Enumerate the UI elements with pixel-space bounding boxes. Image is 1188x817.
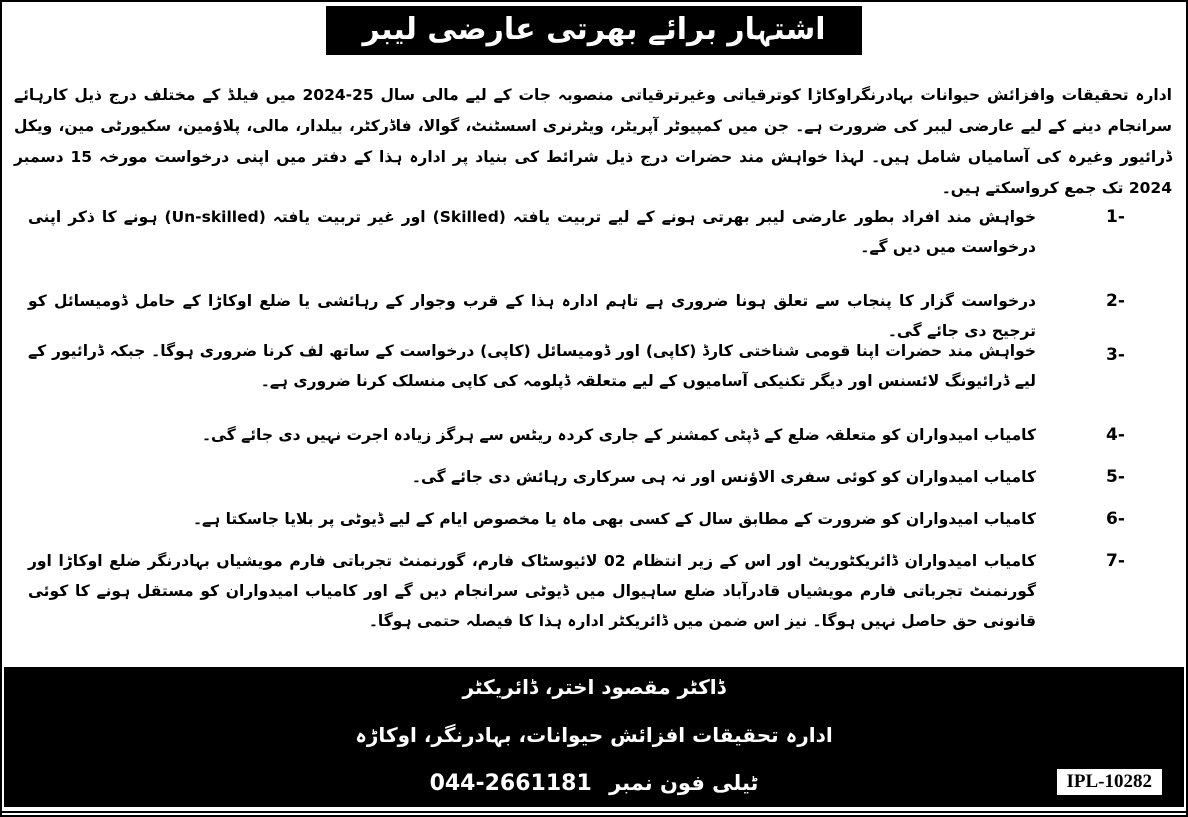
condition-number: 5- <box>1106 467 1125 487</box>
condition-text: خواہش مند حضرات اپنا قومی شناختی کارڈ (کاپی) اور ڈومیسائل (کاپی) درخواست کے ساتھ لف کرنا ضروری ہوگا۔ جبکہ ڈرائیور کے لیے ڈرائیونگ لائسنس اور دیگر تکنیکی آسامیوں کے لیے متعلقہ ڈپلومہ کی کاپی منسلک کرنا ضروری ہے۔ <box>28 342 1036 390</box>
condition-item-5 <box>2 462 1186 504</box>
phone-number: 044-2661181 <box>429 771 592 796</box>
condition-text: کامیاب امیدواران ڈائریکٹوریٹ اور اس کے زیر انتظام 02 لائیوسٹاک فارم، گورنمنٹ تجرباتی فارم مویشیاں بہادرنگر ضلع اوکاڑا اور گورنمنٹ تجرباتی فارم مویشیاں قادرآباد ضلع ساہیوال میں ڈیوٹی سرانجام دیں گے اور کامیاب امیدواران کو مستقل ہونے کا کوئی قانونی حق حاصل نہیں ہوگا۔ نیز اس ضمن میں ڈائریکٹر ادارہ ہذا کا فیصلہ حتمی ہوگا۔ <box>28 552 1036 630</box>
intro-paragraph: ادارہ تحقیقات وافزائش حیوانات بہادرنگراوکاڑا کوترقیاتی وغیرترقیاتی منصوبہ جات کے لیے مالی سال 25-2024 میں فیلڈ کے مختلف درج ذیل کارہائے سرانجام دینے کے لیے عارضی لیبر کی ضرورت ہے۔ جن میں کمپیوٹر آپریٹر، ویٹرنری اسسٹنٹ، گوالا، فاڈرکٹر، بیلدار، مالی، پلاؤمین، سکیورٹی مین، ویکل ڈرائیور وغیرہ کی آسامیاں شامل ہیں۔ لہذا خواہش مند حضرات درج ذیل شرائط کی بنیاد پر ادارہ ہذا کے دفتر میں اپنی درخواست مورخہ 15 دسمبر 2024 تک جمع کرواسکتے ہیں۔ <box>14 86 1172 197</box>
condition-item-6 <box>2 504 1186 546</box>
condition-number: 3- <box>1106 345 1125 365</box>
phone-row <box>4 771 1184 796</box>
title-banner <box>2 6 1186 55</box>
condition-item-7 <box>2 546 1186 670</box>
institute-name: ادارہ تحقیقات افزائش حیوانات، بہادرنگر، اوکاڑہ <box>355 723 833 747</box>
condition-text: درخواست گزار کا پنجاب سے تعلق ہونا ضروری ہے تاہم ادارہ ہذا کے قرب وجوار کے رہائشی یا ضلع اوکاڑا کے حامل ڈومیسائل کو ترجیح دی جائے گی۔ <box>28 292 1036 340</box>
footer-banner <box>4 667 1184 807</box>
condition-item-4 <box>2 420 1186 462</box>
condition-text: خواہش مند افراد بطور عارضی لیبر بھرتی ہونے کے لیے تربیت یافتہ (Skilled) اور غیر تربیت یافتہ (Un-skilled) ہونے کا ذکر اپنی درخواست میں دیں گے۔ <box>28 208 1036 256</box>
ipl-code: IPL-10282 <box>1057 769 1163 795</box>
condition-text: کامیاب امیدواران کو کوئی سفری الاؤنس اور نہ ہی سرکاری رہائش دی جائے گی۔ <box>411 468 1036 486</box>
condition-number: 7- <box>1106 551 1125 571</box>
condition-text: کامیاب امیدواران کو متعلقہ ضلع کے ڈپٹی کمشنر کے جاری کردہ ریٹس سے ہرگز زیادہ اجرت نہیں دی جائے گی۔ <box>201 426 1036 444</box>
bottom-divider <box>2 811 1186 813</box>
condition-item-2 <box>2 286 1186 340</box>
signatory-name: ڈاکٹر مقصود اختر، ڈائریکٹر <box>462 675 726 699</box>
ad-title: اشتہار برائے بھرتی عارضی لیبر <box>326 6 861 55</box>
condition-number: 4- <box>1106 425 1125 445</box>
condition-number: 1- <box>1106 207 1125 227</box>
condition-text: کامیاب امیدواران کو ضرورت کے مطابق سال کے کسی بھی ماہ یا مخصوص ایام کے لیے ڈیوٹی پر بلایا جاسکتا ہے۔ <box>192 510 1036 528</box>
conditions-list <box>2 202 1186 670</box>
condition-item-3 <box>2 336 1186 420</box>
phone-label: ٹیلی فون نمبر <box>609 771 759 795</box>
condition-number: 2- <box>1106 291 1125 311</box>
condition-number: 6- <box>1106 509 1125 529</box>
condition-item-1 <box>2 202 1186 286</box>
